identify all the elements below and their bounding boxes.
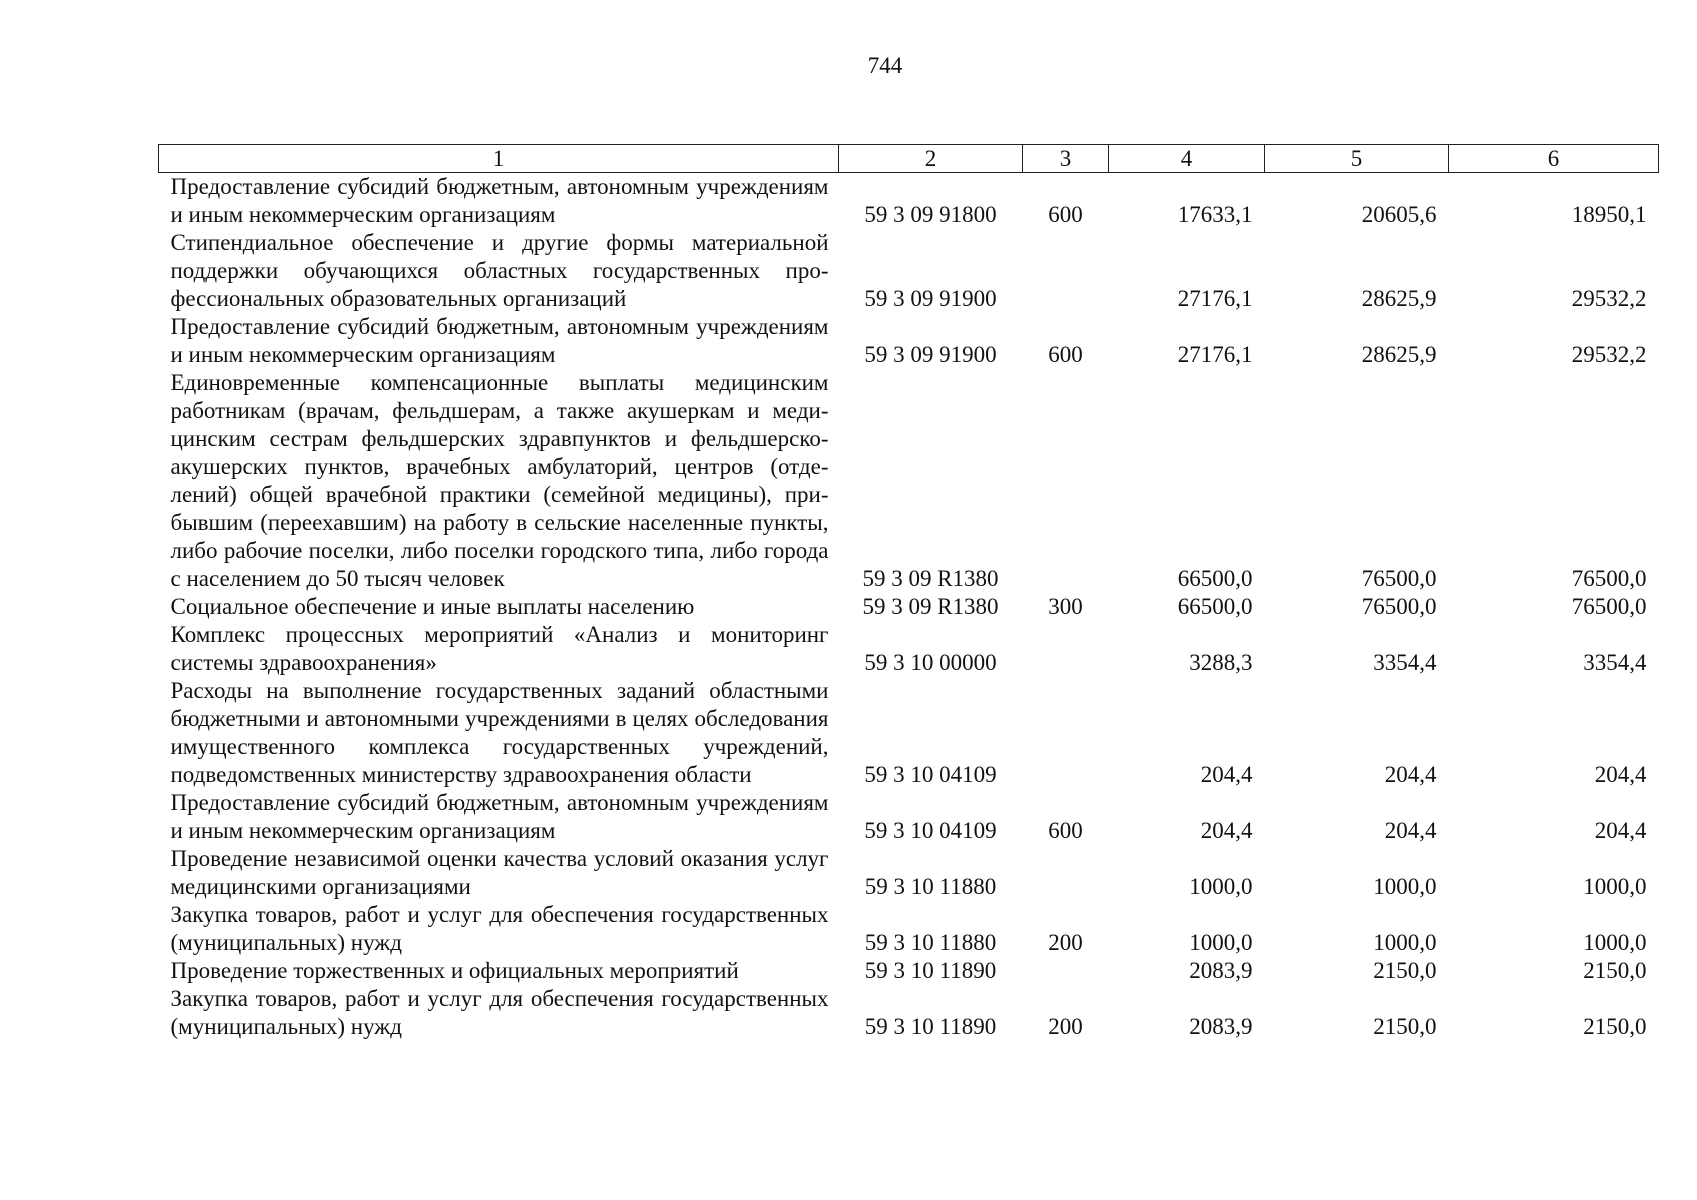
row-value-1: 1000,0 [1189, 874, 1253, 899]
table-row [159, 901, 1659, 957]
row-code: 59 3 10 11880 [864, 874, 997, 899]
column-header-4: 4 [1109, 145, 1265, 173]
row-code: 59 3 09 R1380 [862, 566, 999, 591]
row-value-1: 27176,1 [1177, 286, 1253, 311]
row-expense-type: 200 [1048, 1014, 1083, 1039]
budget-table [158, 144, 1659, 1041]
row-value-3: 204,4 [1594, 818, 1647, 843]
row-name: Социальное обеспечение и иные выплаты населению [170, 594, 695, 619]
row-expense-type [1023, 957, 1109, 985]
row-value-1: 17633,1 [1177, 202, 1253, 227]
row-name: Проведение независимой оценки качества условий оказания услуг медицинскими организациями [170, 846, 829, 899]
table-row [159, 957, 1659, 985]
row-name: Предоставление субсидий бюджетным, автономным учреждениям и иным некоммерческим организациям [170, 790, 829, 843]
row-expense-type: 600 [1048, 818, 1083, 843]
row-value-2: 2150,0 [1373, 1014, 1437, 1039]
table-row [159, 677, 1659, 789]
table-row [159, 593, 1659, 621]
row-value-2: 3354,4 [1373, 650, 1437, 675]
row-expense-type: 300 [1048, 594, 1083, 619]
row-value-2: 76500,0 [1361, 594, 1437, 619]
row-code: 59 3 10 00000 [864, 650, 997, 675]
table-header-row [159, 145, 1659, 173]
row-name: Предоставление субсидий бюджетным, автономным учреждениям и иным некоммерческим организациям [170, 314, 829, 367]
row-value-1: 2083,9 [1189, 958, 1253, 983]
row-code: 59 3 10 11890 [864, 958, 997, 983]
table-row [159, 845, 1659, 901]
row-value-1: 1000,0 [1189, 930, 1253, 955]
row-code: 59 3 10 11890 [864, 1014, 997, 1039]
row-value-3: 3354,4 [1583, 650, 1647, 675]
row-value-1: 66500,0 [1177, 566, 1253, 591]
column-header-2: 2 [839, 145, 1023, 173]
row-value-2: 1000,0 [1373, 930, 1437, 955]
table-row [159, 173, 1659, 230]
row-code: 59 3 10 11880 [864, 930, 997, 955]
row-name: Закупка товаров, работ и услуг для обеспечения государственных (муниципальных) нужд [170, 986, 829, 1039]
column-header-3: 3 [1023, 145, 1109, 173]
row-value-2: 28625,9 [1361, 342, 1437, 367]
row-name: Комплекс процессных мероприятий «Анализ и мониторинг системы здравоохранения» [170, 622, 829, 675]
row-name: Проведение торжественных и официальных мероприятий [170, 958, 739, 983]
row-expense-type [1023, 845, 1109, 901]
row-value-3: 1000,0 [1583, 930, 1647, 955]
row-code: 59 3 10 04109 [864, 818, 997, 843]
row-value-3: 2150,0 [1583, 1014, 1647, 1039]
table-row [159, 621, 1659, 677]
row-value-3: 2150,0 [1583, 958, 1647, 983]
row-value-3: 18950,1 [1571, 202, 1647, 227]
table-row [159, 229, 1659, 313]
row-value-1: 204,4 [1200, 762, 1253, 787]
row-name: Закупка товаров, работ и услуг для обеспечения государственных (муниципальных) нужд [170, 902, 829, 955]
row-code: 59 3 09 91900 [864, 342, 997, 367]
row-value-1: 66500,0 [1177, 594, 1253, 619]
column-header-1: 1 [159, 145, 839, 173]
row-value-3: 29532,2 [1571, 286, 1647, 311]
row-value-2: 204,4 [1384, 818, 1437, 843]
table-row [159, 369, 1659, 593]
row-expense-type [1023, 369, 1109, 593]
row-value-1: 3288,3 [1189, 650, 1253, 675]
row-expense-type [1023, 229, 1109, 313]
row-value-3: 76500,0 [1571, 566, 1647, 591]
row-value-2: 76500,0 [1361, 566, 1437, 591]
row-expense-type: 200 [1048, 930, 1083, 955]
row-value-2: 20605,6 [1361, 202, 1437, 227]
row-value-3: 76500,0 [1571, 594, 1647, 619]
row-code: 59 3 10 04109 [864, 762, 997, 787]
row-value-2: 2150,0 [1373, 958, 1437, 983]
row-value-3: 1000,0 [1583, 874, 1647, 899]
row-expense-type [1023, 621, 1109, 677]
row-value-2: 204,4 [1384, 762, 1437, 787]
row-name: Предоставление субсидий бюджетным, автономным учреждениям и иным некоммерческим организациям [170, 174, 829, 227]
row-value-3: 29532,2 [1571, 342, 1647, 367]
row-name: Расходы на выполнение государственных заданий областными бюджетными и автономными учреждениями в целях обследования имущественного комплекса государственных учреждений, подведомственных министерству здравоохранения области [170, 678, 829, 787]
column-header-5: 5 [1265, 145, 1449, 173]
row-value-3: 204,4 [1594, 762, 1647, 787]
table-row [159, 985, 1659, 1041]
page-number: 744 [867, 53, 903, 78]
row-value-1: 204,4 [1200, 818, 1253, 843]
row-value-2: 1000,0 [1373, 874, 1437, 899]
row-value-2: 28625,9 [1361, 286, 1437, 311]
row-name: Единовременные компенсационные выплаты медицинским работникам (врачам, фельдшерам, а также акушеркам и медицинским сестрам фельдшерских здравпунктов и фельдшерско-акушерских пунктов, врачебных амбулаторий, центров (отделений) общей врачебной практики (семейной медицины), прибывшим (переехавшим) на работу в сельские населенные пункты, либо рабочие поселки, либо поселки городского типа, либо города с населением до 50 тысяч человек [170, 370, 829, 591]
column-header-6: 6 [1449, 145, 1659, 173]
row-code: 59 3 09 R1380 [862, 594, 999, 619]
row-code: 59 3 09 91900 [864, 286, 997, 311]
row-expense-type: 600 [1048, 342, 1083, 367]
row-value-1: 27176,1 [1177, 342, 1253, 367]
table-row [159, 313, 1659, 369]
row-code: 59 3 09 91800 [864, 202, 997, 227]
table-row [159, 789, 1659, 845]
row-expense-type [1023, 677, 1109, 789]
row-name: Стипендиальное обеспечение и другие формы материальной поддержки обучающихся областных государственных профессиональных образовательных организаций [170, 230, 829, 311]
row-value-1: 2083,9 [1189, 1014, 1253, 1039]
row-expense-type: 600 [1048, 202, 1083, 227]
